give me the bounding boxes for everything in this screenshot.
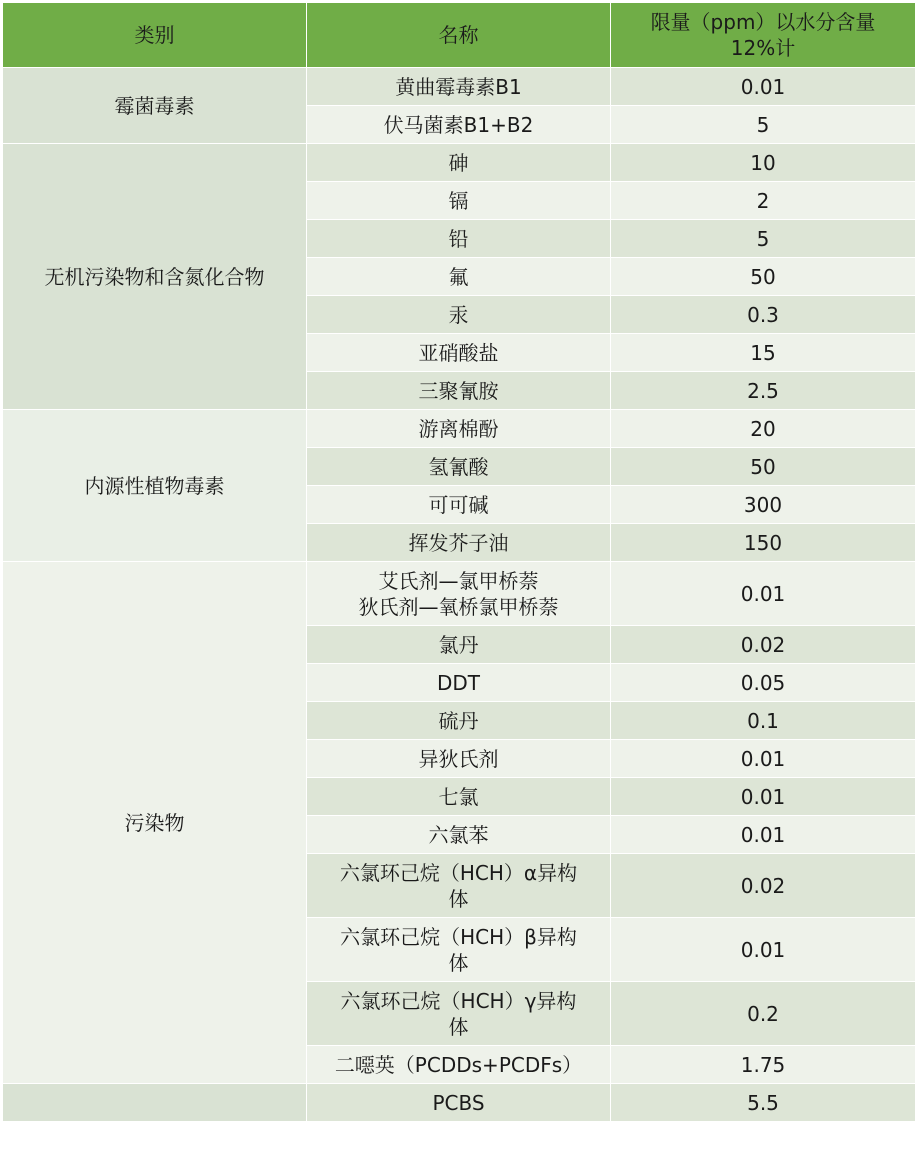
- name-cell: 可可碱: [307, 486, 611, 524]
- limit-cell: 0.02: [611, 626, 916, 664]
- limit-cell: 300: [611, 486, 916, 524]
- limit-cell: 0.05: [611, 664, 916, 702]
- limit-cell: 5: [611, 220, 916, 258]
- limit-cell: 5: [611, 106, 916, 144]
- limit-cell: 5.5: [611, 1084, 916, 1122]
- limit-cell: 0.01: [611, 562, 916, 626]
- name-cell: 镉: [307, 182, 611, 220]
- limit-cell: 50: [611, 448, 916, 486]
- name-cell: 六氯苯: [307, 816, 611, 854]
- limit-cell: 1.75: [611, 1046, 916, 1084]
- name-line1: 六氯环己烷（HCH）α异构: [339, 860, 578, 885]
- limit-cell: 2: [611, 182, 916, 220]
- limit-cell: 0.01: [611, 778, 916, 816]
- limit-cell: 10: [611, 144, 916, 182]
- header-limit-line1: 限量（ppm）以水分含量: [650, 10, 876, 34]
- limit-cell: 0.01: [611, 68, 916, 106]
- name-cell: 异狄氏剂: [307, 740, 611, 778]
- name-cell: 二噁英（PCDDs+PCDFs）: [307, 1046, 611, 1084]
- name-cell: 铅: [307, 220, 611, 258]
- limit-cell: 0.1: [611, 702, 916, 740]
- header-name: 名称: [307, 3, 611, 68]
- category-cell: 霉菌毒素: [3, 68, 307, 144]
- limit-cell: 20: [611, 410, 916, 448]
- limit-cell: 0.01: [611, 816, 916, 854]
- name-cell: DDT: [307, 664, 611, 702]
- name-cell: 氢氰酸: [307, 448, 611, 486]
- name-line1: 六氯环己烷（HCH）β异构: [340, 924, 577, 949]
- name-cell: [307, 854, 611, 918]
- name-cell: 黄曲霉毒素B1: [307, 68, 611, 106]
- name-line2: 体: [448, 950, 469, 975]
- name-cell: [307, 982, 611, 1046]
- table-row: [3, 68, 916, 106]
- table-row: [3, 410, 916, 448]
- limit-cell: 0.3: [611, 296, 916, 334]
- limit-cell: 0.2: [611, 982, 916, 1046]
- table-row: [3, 562, 916, 626]
- name-cell: 挥发芥子油: [307, 524, 611, 562]
- name-cell: 七氯: [307, 778, 611, 816]
- name-cell: 亚硝酸盐: [307, 334, 611, 372]
- name-cell: 硫丹: [307, 702, 611, 740]
- limit-cell: 2.5: [611, 372, 916, 410]
- limits-table: [2, 2, 916, 1122]
- limit-cell: 15: [611, 334, 916, 372]
- category-cell: 无机污染物和含氮化合物: [3, 144, 307, 410]
- header-limit: [611, 3, 916, 68]
- name-cell: 砷: [307, 144, 611, 182]
- name-cell: 汞: [307, 296, 611, 334]
- table-row: [3, 144, 916, 182]
- category-cell: [3, 1084, 307, 1122]
- header-row: [3, 3, 916, 68]
- header-category: 类别: [3, 3, 307, 68]
- name-cell: 氯丹: [307, 626, 611, 664]
- name-cell: PCBS: [307, 1084, 611, 1122]
- name-cell: 氟: [307, 258, 611, 296]
- limit-cell: 0.02: [611, 854, 916, 918]
- table-row: [3, 1084, 916, 1122]
- limit-cell: 0.01: [611, 918, 916, 982]
- name-cell: 伏马菌素B1+B2: [307, 106, 611, 144]
- limit-cell: 0.01: [611, 740, 916, 778]
- limit-cell: 150: [611, 524, 916, 562]
- name-cell: 三聚氰胺: [307, 372, 611, 410]
- name-line1: 六氯环己烷（HCH）γ异构: [340, 988, 577, 1013]
- name-cell: [307, 562, 611, 626]
- header-limit-line2: 12%计: [730, 36, 796, 60]
- category-cell: 污染物: [3, 562, 307, 1084]
- category-cell: 内源性植物毒素: [3, 410, 307, 562]
- name-line2: 体: [448, 1014, 469, 1039]
- name-line2: 狄氏剂—氧桥氯甲桥萘: [358, 594, 559, 619]
- name-line1: 艾氏剂—氯甲桥萘: [378, 568, 539, 593]
- name-cell: 游离棉酚: [307, 410, 611, 448]
- limit-cell: 50: [611, 258, 916, 296]
- name-cell: [307, 918, 611, 982]
- name-line2: 体: [448, 886, 469, 911]
